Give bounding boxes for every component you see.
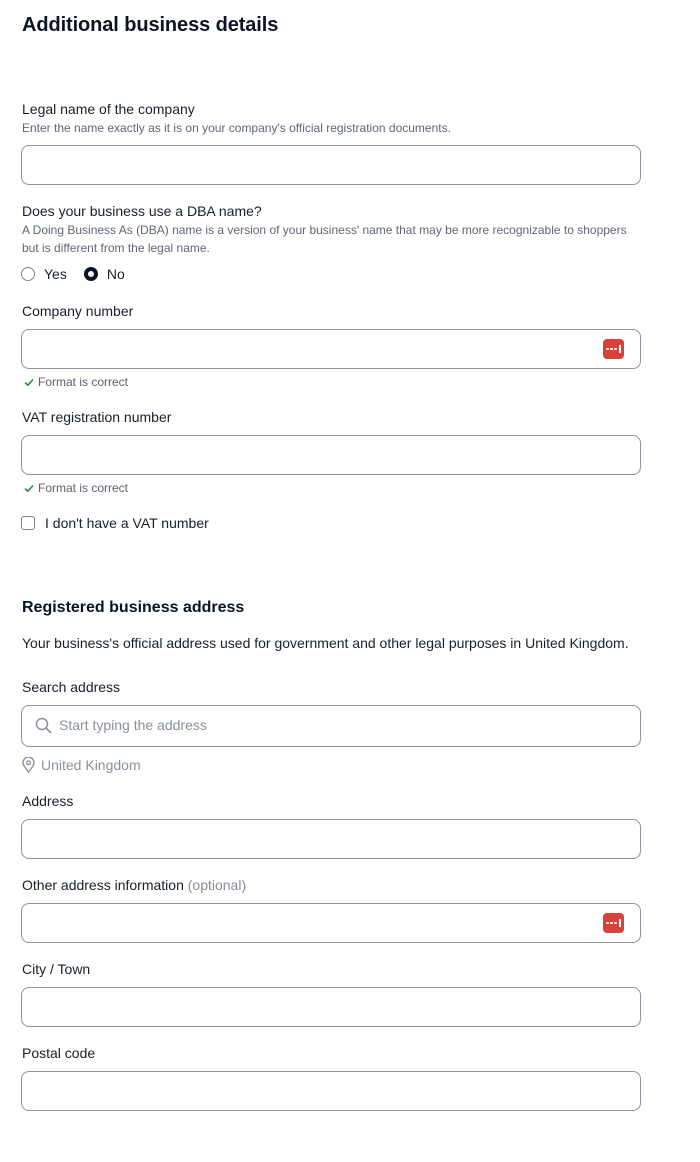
password-manager-icon[interactable] xyxy=(603,339,624,359)
company-number-input[interactable] xyxy=(21,329,641,369)
city-label: City / Town xyxy=(22,961,91,977)
check-icon xyxy=(24,484,34,493)
legal-name-input[interactable] xyxy=(21,145,641,185)
country-indicator xyxy=(22,757,141,773)
page-title: Additional business details xyxy=(22,14,279,36)
vat-validation-text: Format is correct xyxy=(38,481,129,495)
address-input[interactable] xyxy=(21,819,641,859)
dba-no-radio[interactable] xyxy=(84,267,98,281)
company-number-label: Company number xyxy=(22,303,134,319)
vat-validation xyxy=(24,481,128,495)
address-section-description: Your business's official address used for government and other legal purposes in United Kingdom. xyxy=(22,635,629,651)
optional-tag: (optional) xyxy=(187,877,247,893)
postal-code-label: Postal code xyxy=(22,1045,96,1061)
address-section-title: Registered business address xyxy=(22,599,245,616)
search-address-input[interactable] xyxy=(21,705,641,747)
vat-label: VAT registration number xyxy=(22,409,172,425)
dba-question: Does your business use a DBA name? xyxy=(22,203,262,219)
company-number-validation-text: Format is correct xyxy=(38,375,129,389)
search-address-placeholder: Start typing the address xyxy=(59,717,207,733)
no-vat-row xyxy=(21,515,209,531)
other-address-label xyxy=(22,877,246,893)
no-vat-checkbox[interactable] xyxy=(21,516,35,530)
password-manager-icon[interactable] xyxy=(603,913,624,933)
legal-name-label: Legal name of the company xyxy=(22,101,195,117)
dba-help: A Doing Business As (DBA) name is a version of your business' name that may be more recognizable to shoppers but is different from the legal name. xyxy=(22,223,627,255)
other-address-input[interactable] xyxy=(21,903,641,943)
no-vat-label[interactable]: I don't have a VAT number xyxy=(45,515,209,531)
dba-yes-label[interactable]: Yes xyxy=(44,266,67,282)
city-input[interactable] xyxy=(21,987,641,1027)
dba-yes-radio[interactable] xyxy=(21,267,35,281)
legal-name-help: Enter the name exactly as it is on your company's official registration documents. xyxy=(22,121,451,135)
location-pin-icon xyxy=(22,757,35,773)
search-icon xyxy=(35,717,52,734)
dba-radio-group xyxy=(21,266,125,282)
postal-code-input[interactable] xyxy=(21,1071,641,1111)
other-address-label-text: Other address information xyxy=(22,877,184,893)
address-label: Address xyxy=(22,793,74,809)
check-icon xyxy=(24,378,34,387)
vat-input[interactable] xyxy=(21,435,641,475)
search-address-label: Search address xyxy=(22,679,121,695)
dba-no-label[interactable]: No xyxy=(106,266,125,282)
country-text: United Kingdom xyxy=(41,757,141,773)
company-number-validation xyxy=(24,375,128,389)
